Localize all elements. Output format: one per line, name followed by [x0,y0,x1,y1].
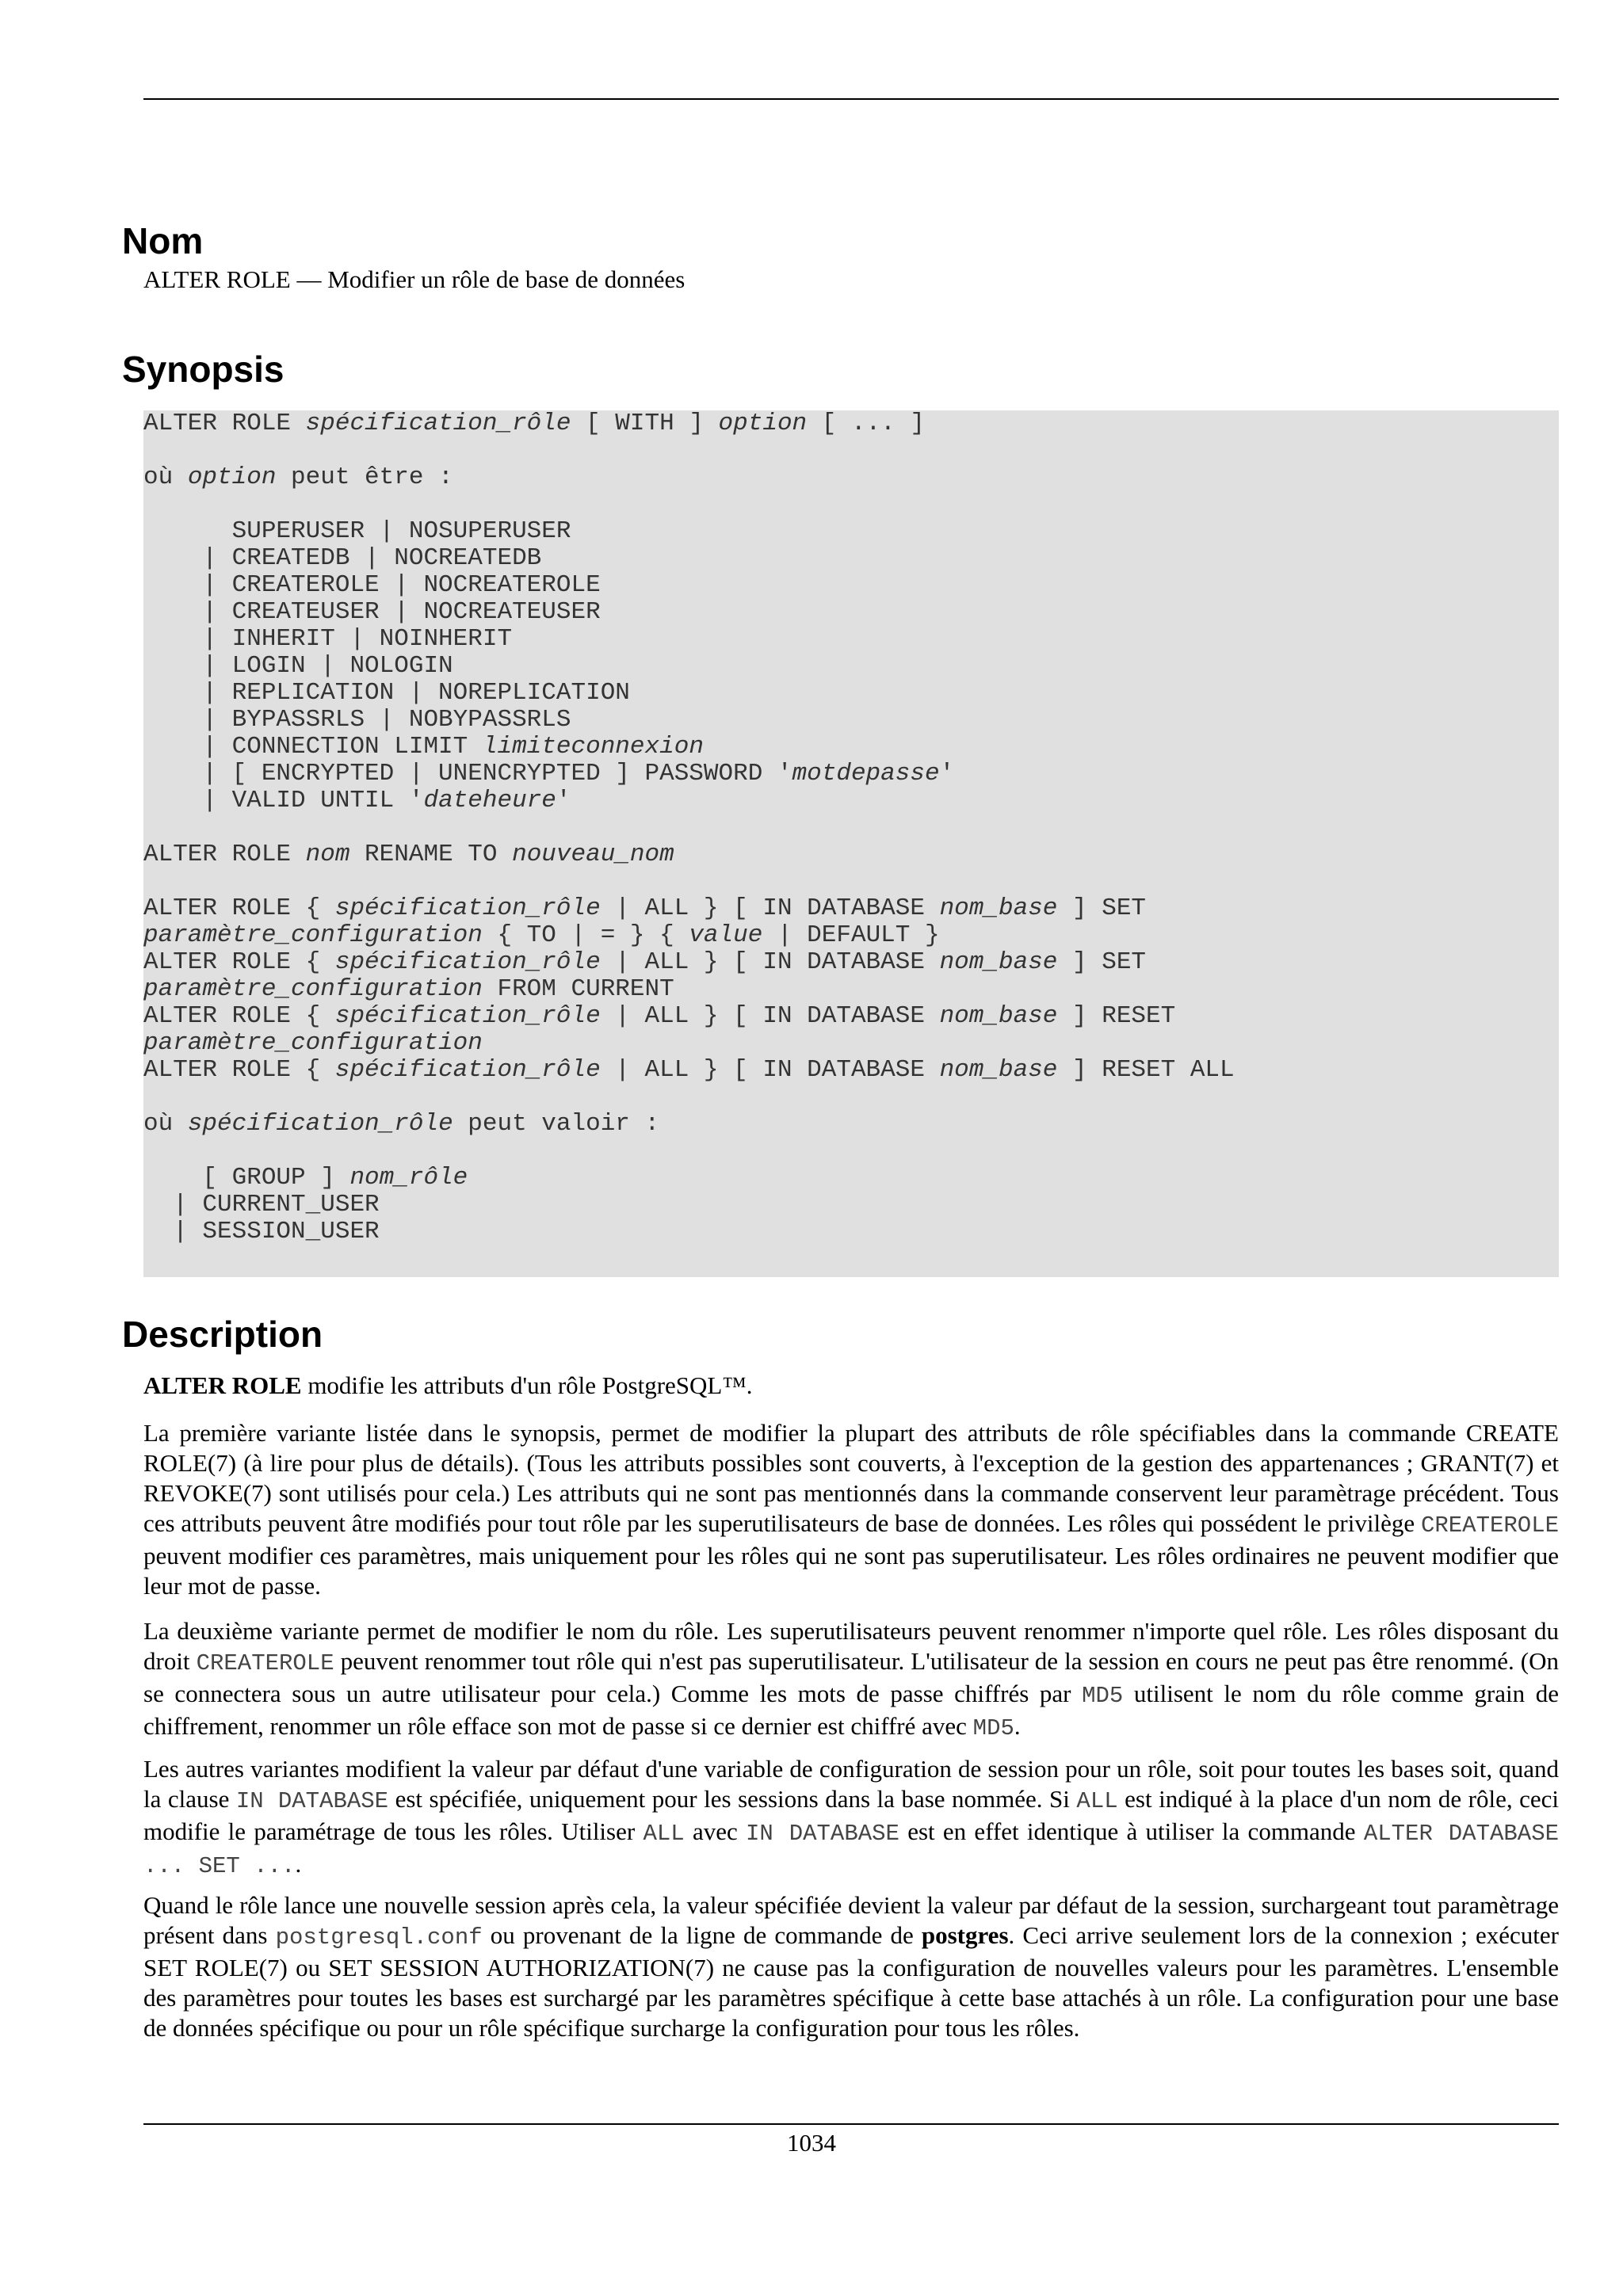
replaceable-term: nom_base [939,948,1058,976]
paragraph-text: Quand le rôle lance une nouvelle session après cela, la valeur spécifiée devient la valeur par défaut de la session, surchargeant tout paramètrage présent dans [143,1891,1559,1949]
synopsis-text: | SESSION_USER [143,1218,380,1245]
synopsis-text: | ALL } [ IN DATABASE [600,1002,940,1030]
synopsis-text: FROM CURRENT [482,975,674,1003]
paragraph-text: utilisent le nom du rôle comme grain de chiffrement, renommer un rôle efface son mot de passe si ce dernier est chiffré avec [143,1680,1559,1740]
synopsis-text: | BYPASSRLS | NOBYPASSRLS [143,706,571,734]
synopsis-text: ALTER ROLE [143,841,306,868]
synopsis-text: | INHERIT | NOINHERIT [143,625,513,653]
synopsis-text: [ ... ] [807,410,925,437]
replaceable-term: limiteconnexion [482,733,704,761]
literal-code: ALL [1076,1788,1118,1814]
synopsis-text: ] RESET ALL [1057,1056,1235,1084]
replaceable-term: spécification_rôle [334,948,601,976]
paragraph-text: peuvent modifier ces paramètres, mais uniquement pour les rôles qui ne sont pas superutilisateur. Les rôles ordinaires ne peuvent modifier que leur mot de passe. [143,1542,1559,1600]
synopsis-text: ALTER ROLE { [143,894,335,922]
description-intro [143,1371,1559,1401]
footer-rule [143,2123,1559,2125]
synopsis-text: | DEFAULT } [762,921,940,949]
description-paragraph [143,1890,1559,2043]
synopsis-text: où [143,463,188,491]
replaceable-term: spécification_rôle [334,1056,601,1084]
literal-code: postgresql.conf [275,1924,483,1951]
replaceable-term: option [187,463,277,491]
page-number: 1034 [787,2129,836,2157]
synopsis-text: ALTER ROLE { [143,948,335,976]
literal-code: IN DATABASE [235,1788,389,1814]
synopsis-text: ] RESET [1057,1002,1176,1030]
synopsis-text: ALTER ROLE { [143,1002,335,1030]
section-heading-nom: Nom [122,220,204,261]
refname-line [143,265,1559,295]
replaceable-term: nouveau_nom [512,841,674,868]
synopsis-text: | CREATEDB | NOCREATEDB [143,544,542,572]
synopsis-text: | LOGIN | NOLOGIN [143,652,453,680]
replaceable-term: paramètre_configuration [143,921,483,949]
synopsis-text: [ WITH ] [571,410,719,437]
refname-dash: — [290,265,328,293]
section-heading-synopsis: Synopsis [122,349,285,390]
synopsis-text: | ALL } [ IN DATABASE [600,894,940,922]
synopsis-text: ' [939,760,955,788]
literal-code: ALTER DATABASE ... SET ... [143,1821,1559,1879]
synopsis-code [143,410,1235,1245]
literal-code: IN DATABASE [745,1821,899,1847]
replaceable-term: option [718,410,808,437]
bold-term: postgres [921,1921,1009,1949]
description-paragraph [143,1418,1559,1601]
replaceable-term: paramètre_configuration [143,1029,483,1057]
paragraph-text: . [295,1850,302,1878]
replaceable-term: dateheure [423,787,556,814]
paragraph-text: est en effet identique à utiliser la commande [899,1817,1364,1845]
paragraph-text: La première variante listée dans le synopsis, permet de modifier la plupart des attributs de rôle spécifiables dans la commande CREATE ROLE(7) (à lire pour plus de détails). (Tous les attributs possibles sont couverts, à l'exception de la gestion des appartenances ; GRANT(7) et REVOKE(7) sont utilisés pour cela.) Les attributs qui ne sont pas mentionnés dans la commande conservent leur paramètrage précédent. Tous ces attributs peuvent âtre modifiés pour tout rôle par les superutilisateurs de base de données. Les rôles qui possédent le privilège [143,1419,1559,1537]
synopsis-text: ] SET [1057,894,1147,922]
synopsis-text: RENAME TO [349,841,513,868]
paragraph-text: La deuxième variante permet de modifier le nom du rôle. Les superutilisateurs peuvent renommer n'importe quel rôle. Les rôles disposant du droit [143,1617,1559,1675]
replaceable-term: spécification_rôle [187,1110,453,1138]
synopsis-text: | [ ENCRYPTED | UNENCRYPTED ] PASSWORD ' [143,760,792,788]
replaceable-term: value [689,921,763,949]
replaceable-term: spécification_rôle [334,894,601,922]
synopsis-text: où [143,1110,188,1138]
refname-purpose: Modifier un rôle de base de données [327,265,685,293]
replaceable-term: nom_rôle [349,1164,468,1192]
paragraph-text: est indiqué à la place d'un nom de rôle, ceci modifie le paramétrage de tous les rôles. Utiliser [143,1785,1559,1845]
replaceable-term: motdepasse [792,760,940,788]
paragraph-text: modifie les attributs d'un rôle PostgreSQL™. [301,1371,753,1399]
literal-code: MD5 [972,1715,1014,1741]
replaceable-term: spécification_rôle [334,1002,601,1030]
synopsis-text: { TO | = } { [482,921,689,949]
replaceable-term: spécification_rôle [305,410,571,437]
replaceable-term: nom_base [939,1056,1058,1084]
synopsis-text: peut être : [276,463,453,491]
replaceable-term: nom_base [939,1002,1058,1030]
synopsis-text: ALTER ROLE [143,410,306,437]
paragraph-text: ou provenant de la ligne de commande de [482,1921,922,1949]
synopsis-text: ' [556,787,571,814]
literal-code: MD5 [1082,1683,1124,1709]
paragraph-text: . Ceci arrive seulement lors de la connexion ; exécuter SET ROLE(7) ou SET SESSION AUTHORIZATION(7) ne cause pas la configuration de nouvelles valeurs pour les paramètres. L'ensemble des paramètres pour toutes les bases est surchargé par les paramètres spécifique à cette base attachés à un rôle. La configuration pour une base de données spécifique ou pour un rôle spécifique surcharge la configuration pour tous les rôles. [143,1921,1559,2042]
synopsis-text: SUPERUSER | NOSUPERUSER [143,517,571,545]
paragraph-text: avec [684,1817,746,1845]
synopsis-text: | CREATEROLE | NOCREATEROLE [143,571,601,599]
paragraph-text: Les autres variantes modifient la valeur par défaut d'une variable de configuration de session pour un rôle, soit pour toutes les bases soit, quand la clause [143,1755,1559,1813]
description-paragraph [143,1616,1559,1744]
synopsis-text: | VALID UNTIL ' [143,787,424,814]
paragraph-text: est spécifiée, uniquement pour les sessions dans la base nommée. Si [388,1785,1077,1813]
replaceable-term: paramètre_configuration [143,975,483,1003]
synopsis-text: | CURRENT_USER [143,1191,380,1219]
refname: ALTER ROLE [143,265,291,293]
paragraph-text: peuvent renommer tout rôle qui n'est pas superutilisateur. L'utilisateur de la session en cours ne peut pas être renommé. (On se connectera sous un autre utilisateur pour cela.) Comme les mots de passe chiffrés par [143,1647,1559,1707]
synopsis-text: ] SET [1057,948,1147,976]
literal-code: CREATEROLE [1420,1512,1559,1539]
paragraph-text: . [1014,1712,1021,1740]
synopsis-text: | REPLICATION | NOREPLICATION [143,679,630,707]
replaceable-term: nom_base [939,894,1058,922]
synopsis-text: peut valoir : [453,1110,660,1138]
synopsis-text: | CONNECTION LIMIT [143,733,483,761]
synopsis-text: | ALL } [ IN DATABASE [600,948,940,976]
section-heading-description: Description [122,1314,323,1355]
synopsis-text: ALTER ROLE { [143,1056,335,1084]
synopsis-text: | CREATEUSER | NOCREATEUSER [143,598,601,626]
bold-term: ALTER ROLE [143,1371,302,1399]
literal-code: ALL [643,1821,685,1847]
header-rule [143,98,1559,100]
description-paragraph [143,1754,1559,1882]
replaceable-term: nom [305,841,350,868]
synopsis-text: | ALL } [ IN DATABASE [600,1056,940,1084]
synopsis-text: [ GROUP ] [143,1164,350,1192]
literal-code: CREATEROLE [196,1650,334,1676]
synopsis-box [143,410,1559,1277]
